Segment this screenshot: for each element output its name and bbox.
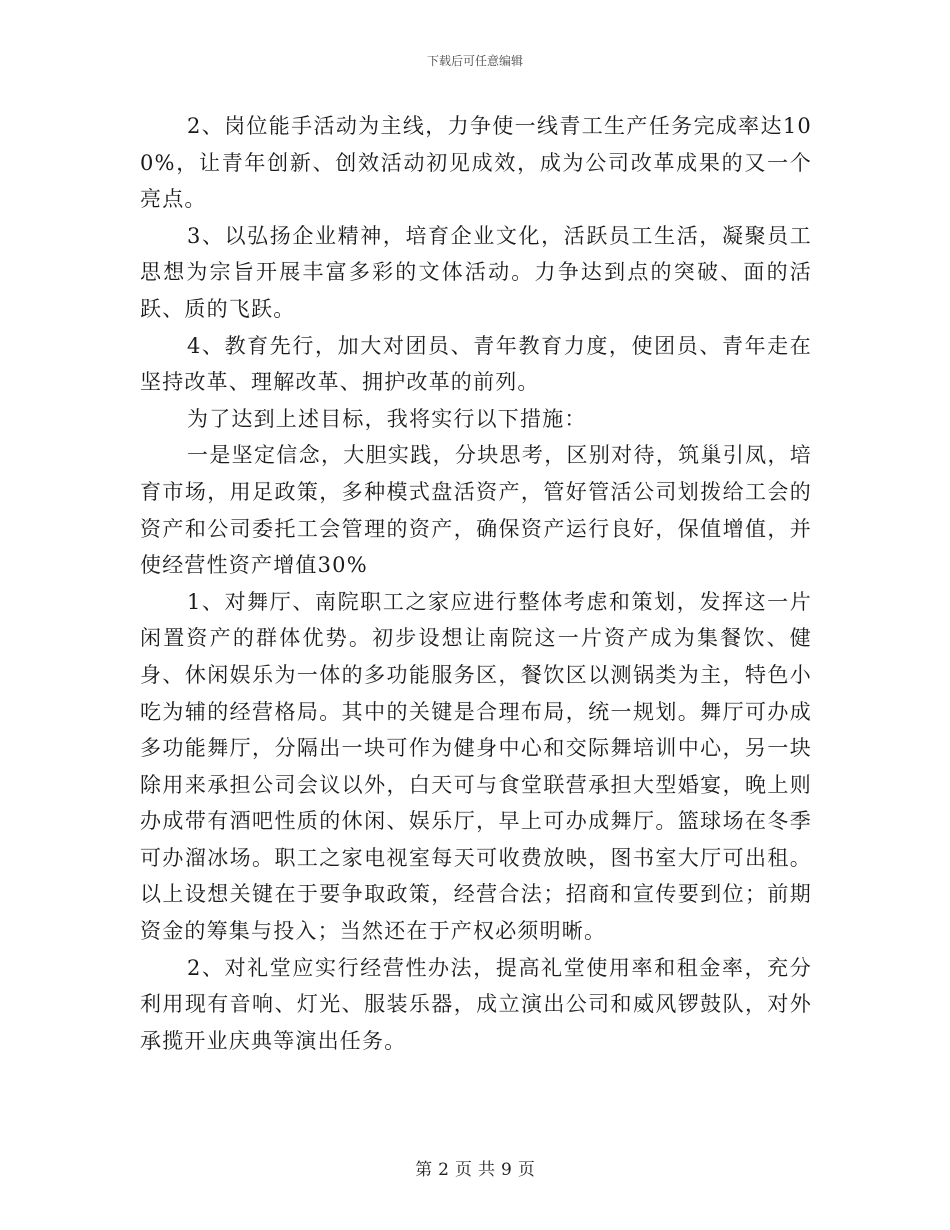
paragraph-measure-1: 一是坚定信念，大胆实践，分块思考，区别对待，筑巢引凤，培育市场，用足政策，多种模式盘活资产，管好管活公司划拨给工会的资产和公司委托工会管理的资产，确保资产运行良好，保值增值，并使经营性资产增值30% bbox=[140, 443, 812, 578]
footer-ye-2: 页 bbox=[517, 1160, 535, 1180]
footer-ye: 页 bbox=[455, 1160, 472, 1180]
paragraph-goal-3: 3、以弘扬企业精神，培育企业文化，活跃员工生活，凝聚员工思想为宗旨开展丰富多彩的文体活动。力争达到点的突破、面的活跃、质的飞跃。 bbox=[140, 223, 812, 321]
document-body bbox=[140, 108, 812, 1059]
footer-page-number: 2 bbox=[438, 1160, 449, 1180]
paragraph-dance-hall: 1、对舞厅、南院职工之家应进行整体考虑和策划，发挥这一片闲置资产的群体优势。初步设想让南院这一片资产成为集餐饮、健身、休闲娱乐为一体的多功能服务区，餐饮区以测锅类为主，特色小吃为辅的经营格局。其中的关键是合理布局，统一规划。舞厅可办成多功能舞厅，分隔出一块可作为健身中心和交际舞培训中心，另一块除用来承担公司会议以外，白天可与食堂联营承担大型婚宴，晚上则办成带有酒吧性质的休闲、娱乐厅，早上可办成舞厅。篮球场在冬季可办溜冰场。职工之家电视室每天可收费放映，图书室大厅可出租。以上设想关键在于要争取政策，经营合法；招商和宣传要到位；前期资金的筹集与投入；当然还在于产权必须明晰。 bbox=[140, 589, 812, 944]
paragraph-measures-intro: 为了达到上述目标，我将实行以下措施： bbox=[187, 406, 587, 431]
paragraph-goal-2: 2、岗位能手活动为主线，力争使一线青工生产任务完成率达100%，让青年创新、创效活动初见成效，成为公司改革成果的又一个亮点。 bbox=[140, 114, 812, 212]
footer-di: 第 bbox=[415, 1160, 433, 1180]
header-note: 下载后可任意编辑 bbox=[426, 54, 523, 68]
paragraph-auditorium: 2、对礼堂应实行经营性办法，提高礼堂使用率和租金率，充分利用现有音响、灯光、服装乐器，成立演出公司和威风锣鼓队，对外承揽开业庆典等演出任务。 bbox=[140, 955, 812, 1053]
footer-gong: 共 bbox=[478, 1160, 495, 1180]
page-footer bbox=[0, 1155, 950, 1180]
footer-total-pages: 9 bbox=[501, 1160, 512, 1180]
paragraph-goal-4: 4、教育先行，加大对团员、青年教育力度，使团员、青年走在坚持改革、理解改革、拥护改革的前列。 bbox=[140, 333, 812, 395]
